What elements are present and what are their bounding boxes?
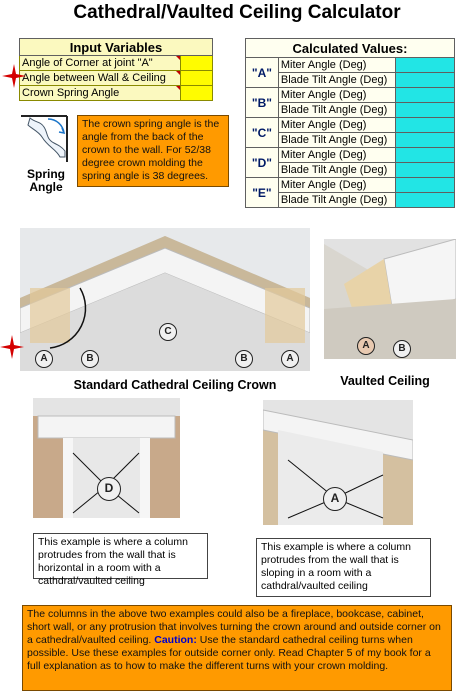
vaulted-marker-a: A	[357, 337, 375, 355]
blade-c-value	[395, 133, 454, 148]
horizontal-column-caption: This example is where a column protrudes from the wall that is horizontal in a room with a cathdral/vaulted ceiling	[33, 533, 208, 579]
marker-a-left: A	[35, 350, 53, 368]
vaulted-marker-b: B	[393, 340, 411, 358]
cathedral-caption: Standard Cathedral Ceiling Crown	[73, 378, 277, 392]
cathedral-ceiling-photo	[20, 228, 310, 371]
miter-angle-label: Miter Angle (Deg)	[278, 118, 395, 133]
miter-e-value	[395, 178, 454, 193]
miter-angle-label: Miter Angle (Deg)	[278, 58, 395, 73]
blade-tilt-label: Blade Tilt Angle (Deg)	[278, 193, 395, 208]
calculated-values-table	[245, 38, 455, 208]
sloping-column-caption: This example is where a column protrudes from the wall that is sloping in a room with a cathdral/vaulted ceiling	[256, 538, 431, 597]
input-variables-header: Input Variables	[20, 39, 213, 56]
corner-angle-input[interactable]	[180, 56, 212, 71]
caution-label: Caution:	[154, 634, 197, 646]
comment-marker-icon	[176, 56, 180, 60]
miter-angle-label: Miter Angle (Deg)	[278, 88, 395, 103]
miter-angle-label: Miter Angle (Deg)	[278, 148, 395, 163]
key-b: "B"	[246, 88, 279, 118]
blade-tilt-label: Blade Tilt Angle (Deg)	[278, 103, 395, 118]
spring-angle-note: The crown spring angle is the angle from the back of the crown to the wall. For 52/38 degree crown molding the spring angle is 38 degrees.	[77, 115, 229, 187]
miter-a-value	[395, 58, 454, 73]
wall-ceiling-angle-label: Angle between Wall & Ceiling	[20, 71, 181, 86]
marker-d: D	[97, 477, 121, 501]
blade-d-value	[395, 163, 454, 178]
input-variables-table	[19, 38, 213, 101]
comment-marker-icon	[176, 86, 180, 90]
footer-text-continued: Use the standard cathedral ceiling turns when possible. Use these examples for outside corner only. Read Chapter 5 of my book for a full explanation as to how to make the different turns with your crown molding.	[27, 634, 431, 672]
miter-angle-label: Miter Angle (Deg)	[278, 178, 395, 193]
key-e: "E"	[246, 178, 279, 208]
page-title: Cathedral/Vaulted Ceiling Calculator	[73, 2, 401, 23]
vaulted-ceiling-photo	[324, 239, 456, 359]
wall-ceiling-angle-input[interactable]	[180, 71, 212, 86]
miter-b-value	[395, 88, 454, 103]
footer-text: The columns in the above two examples could also be a fireplace, bookcase, cabinet, short wall, or any protrusion that involves turning the crown around and outside corner on a cathedral/vaulted ceiling.	[27, 608, 441, 646]
key-c: "C"	[246, 118, 279, 148]
key-d: "D"	[246, 148, 279, 178]
miter-c-value	[395, 118, 454, 133]
blade-tilt-label: Blade Tilt Angle (Deg)	[278, 133, 395, 148]
blade-tilt-label: Blade Tilt Angle (Deg)	[278, 163, 395, 178]
star-pointer-icon	[2, 64, 26, 88]
blade-e-value	[395, 193, 454, 208]
marker-c: C	[159, 323, 177, 341]
blade-tilt-label: Blade Tilt Angle (Deg)	[278, 73, 395, 88]
comment-marker-icon	[176, 71, 180, 75]
blade-a-value	[395, 73, 454, 88]
marker-a-column: A	[323, 487, 347, 511]
marker-b-right: B	[235, 350, 253, 368]
spring-angle-label: Crown Spring Angle	[20, 86, 181, 101]
marker-b-left: B	[81, 350, 99, 368]
corner-angle-label: Angle of Corner at joint "A"	[20, 56, 181, 71]
miter-d-value	[395, 148, 454, 163]
star-pointer-icon	[0, 335, 24, 359]
spring-angle-diagram	[18, 113, 70, 165]
spring-angle-input[interactable]	[180, 86, 212, 101]
spring-angle-label: Spring Angle	[27, 167, 65, 194]
calculated-values-header: Calculated Values:	[246, 39, 455, 58]
marker-a-right: A	[281, 350, 299, 368]
footer-note	[22, 605, 452, 691]
vaulted-caption: Vaulted Ceiling	[340, 374, 430, 388]
key-a: "A"	[246, 58, 279, 88]
blade-b-value	[395, 103, 454, 118]
